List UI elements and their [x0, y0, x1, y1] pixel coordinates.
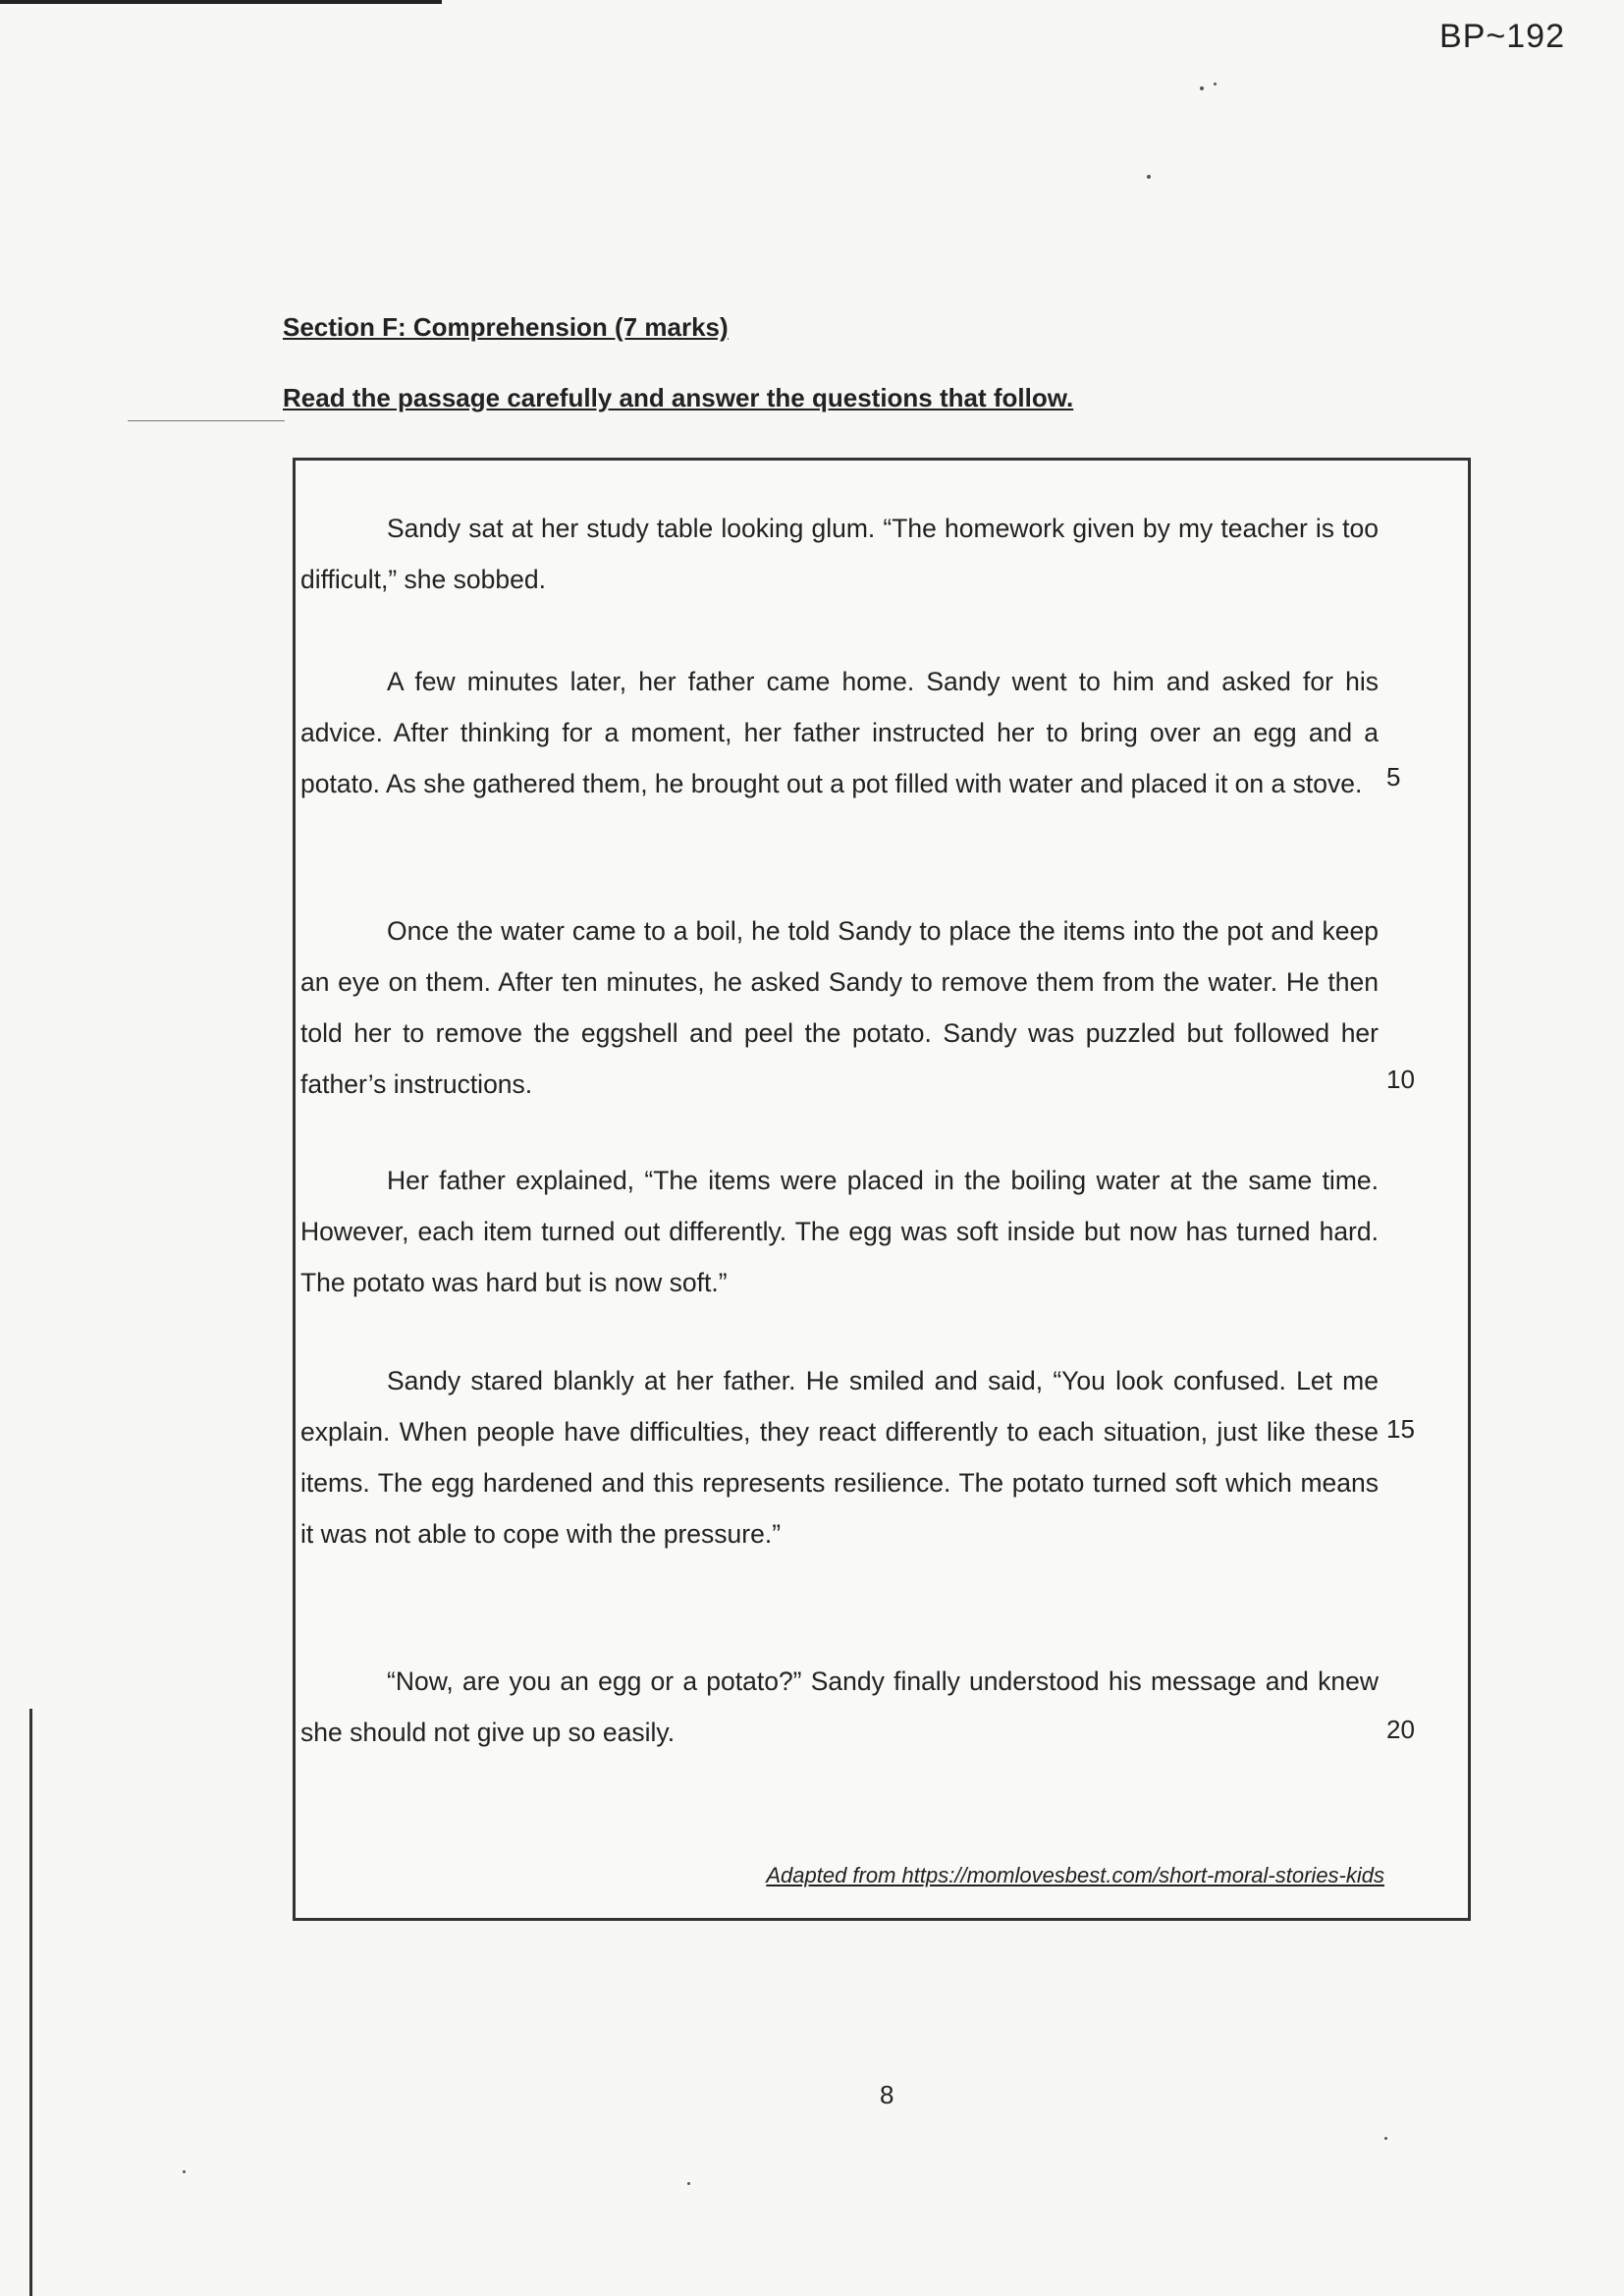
- scan-speck: [1200, 86, 1204, 90]
- passage-paragraph-6: “Now, are you an egg or a potato?” Sandy finally understood his message and knew she should not give up so easily.: [300, 1667, 1379, 1747]
- page-number: 8: [880, 2080, 894, 2109]
- passage-paragraph-3: Once the water came to a boil, he told Sandy to place the items into the pot and keep an eye on them. After ten minutes, he asked Sandy to remove them from the water. He then told her to remove the eggshell and peel the potato. Sandy was puzzled but followed her father’s instructions.: [300, 916, 1379, 1099]
- line-number-10: 10: [1386, 1065, 1415, 1094]
- line-number-20: 20: [1386, 1715, 1415, 1744]
- scan-speck: [1214, 82, 1217, 85]
- scan-speck: [1384, 2137, 1387, 2140]
- passage-paragraph-5: Sandy stared blankly at her father. He smiled and said, “You look confused. Let me explain. When people have difficulties, they react differently to each situation, just like these items. The egg hardened and this represents resilience. The potato turned soft which means it was not able to cope with the pressure.”: [300, 1366, 1379, 1549]
- section-title: Section F: Comprehension (7 marks): [283, 312, 729, 342]
- line-number-15: 15: [1386, 1414, 1415, 1444]
- document-code: BP~192: [1439, 18, 1565, 55]
- instruction-text: Read the passage carefully and answer the questions that follow.: [283, 383, 1074, 412]
- scan-speck: [183, 2170, 186, 2173]
- top-border-line: [0, 0, 442, 4]
- line-number-5: 5: [1386, 762, 1401, 792]
- instruction-underline-extension: [128, 420, 285, 421]
- source-attribution: Adapted from https://momlovesbest.com/short-moral-stories-kids: [766, 1863, 1384, 1887]
- passage-paragraph-2: A few minutes later, her father came home. Sandy went to him and asked for his advice. After thinking for a moment, her father instructed her to bring over an egg and a potato. As she gathered them, he brought out a pot filled with water and placed it on a stove.: [300, 667, 1379, 798]
- scan-speck: [687, 2182, 690, 2185]
- scan-speck: [1147, 175, 1151, 179]
- passage-paragraph-4: Her father explained, “The items were placed in the boiling water at the same time. However, each item turned out differently. The egg was soft inside but now has turned hard. The potato was hard but is now soft.”: [300, 1166, 1379, 1297]
- left-margin-line: [29, 1709, 32, 2296]
- passage-paragraph-1: Sandy sat at her study table looking glum. “The homework given by my teacher is too difficult,” she sobbed.: [300, 514, 1379, 594]
